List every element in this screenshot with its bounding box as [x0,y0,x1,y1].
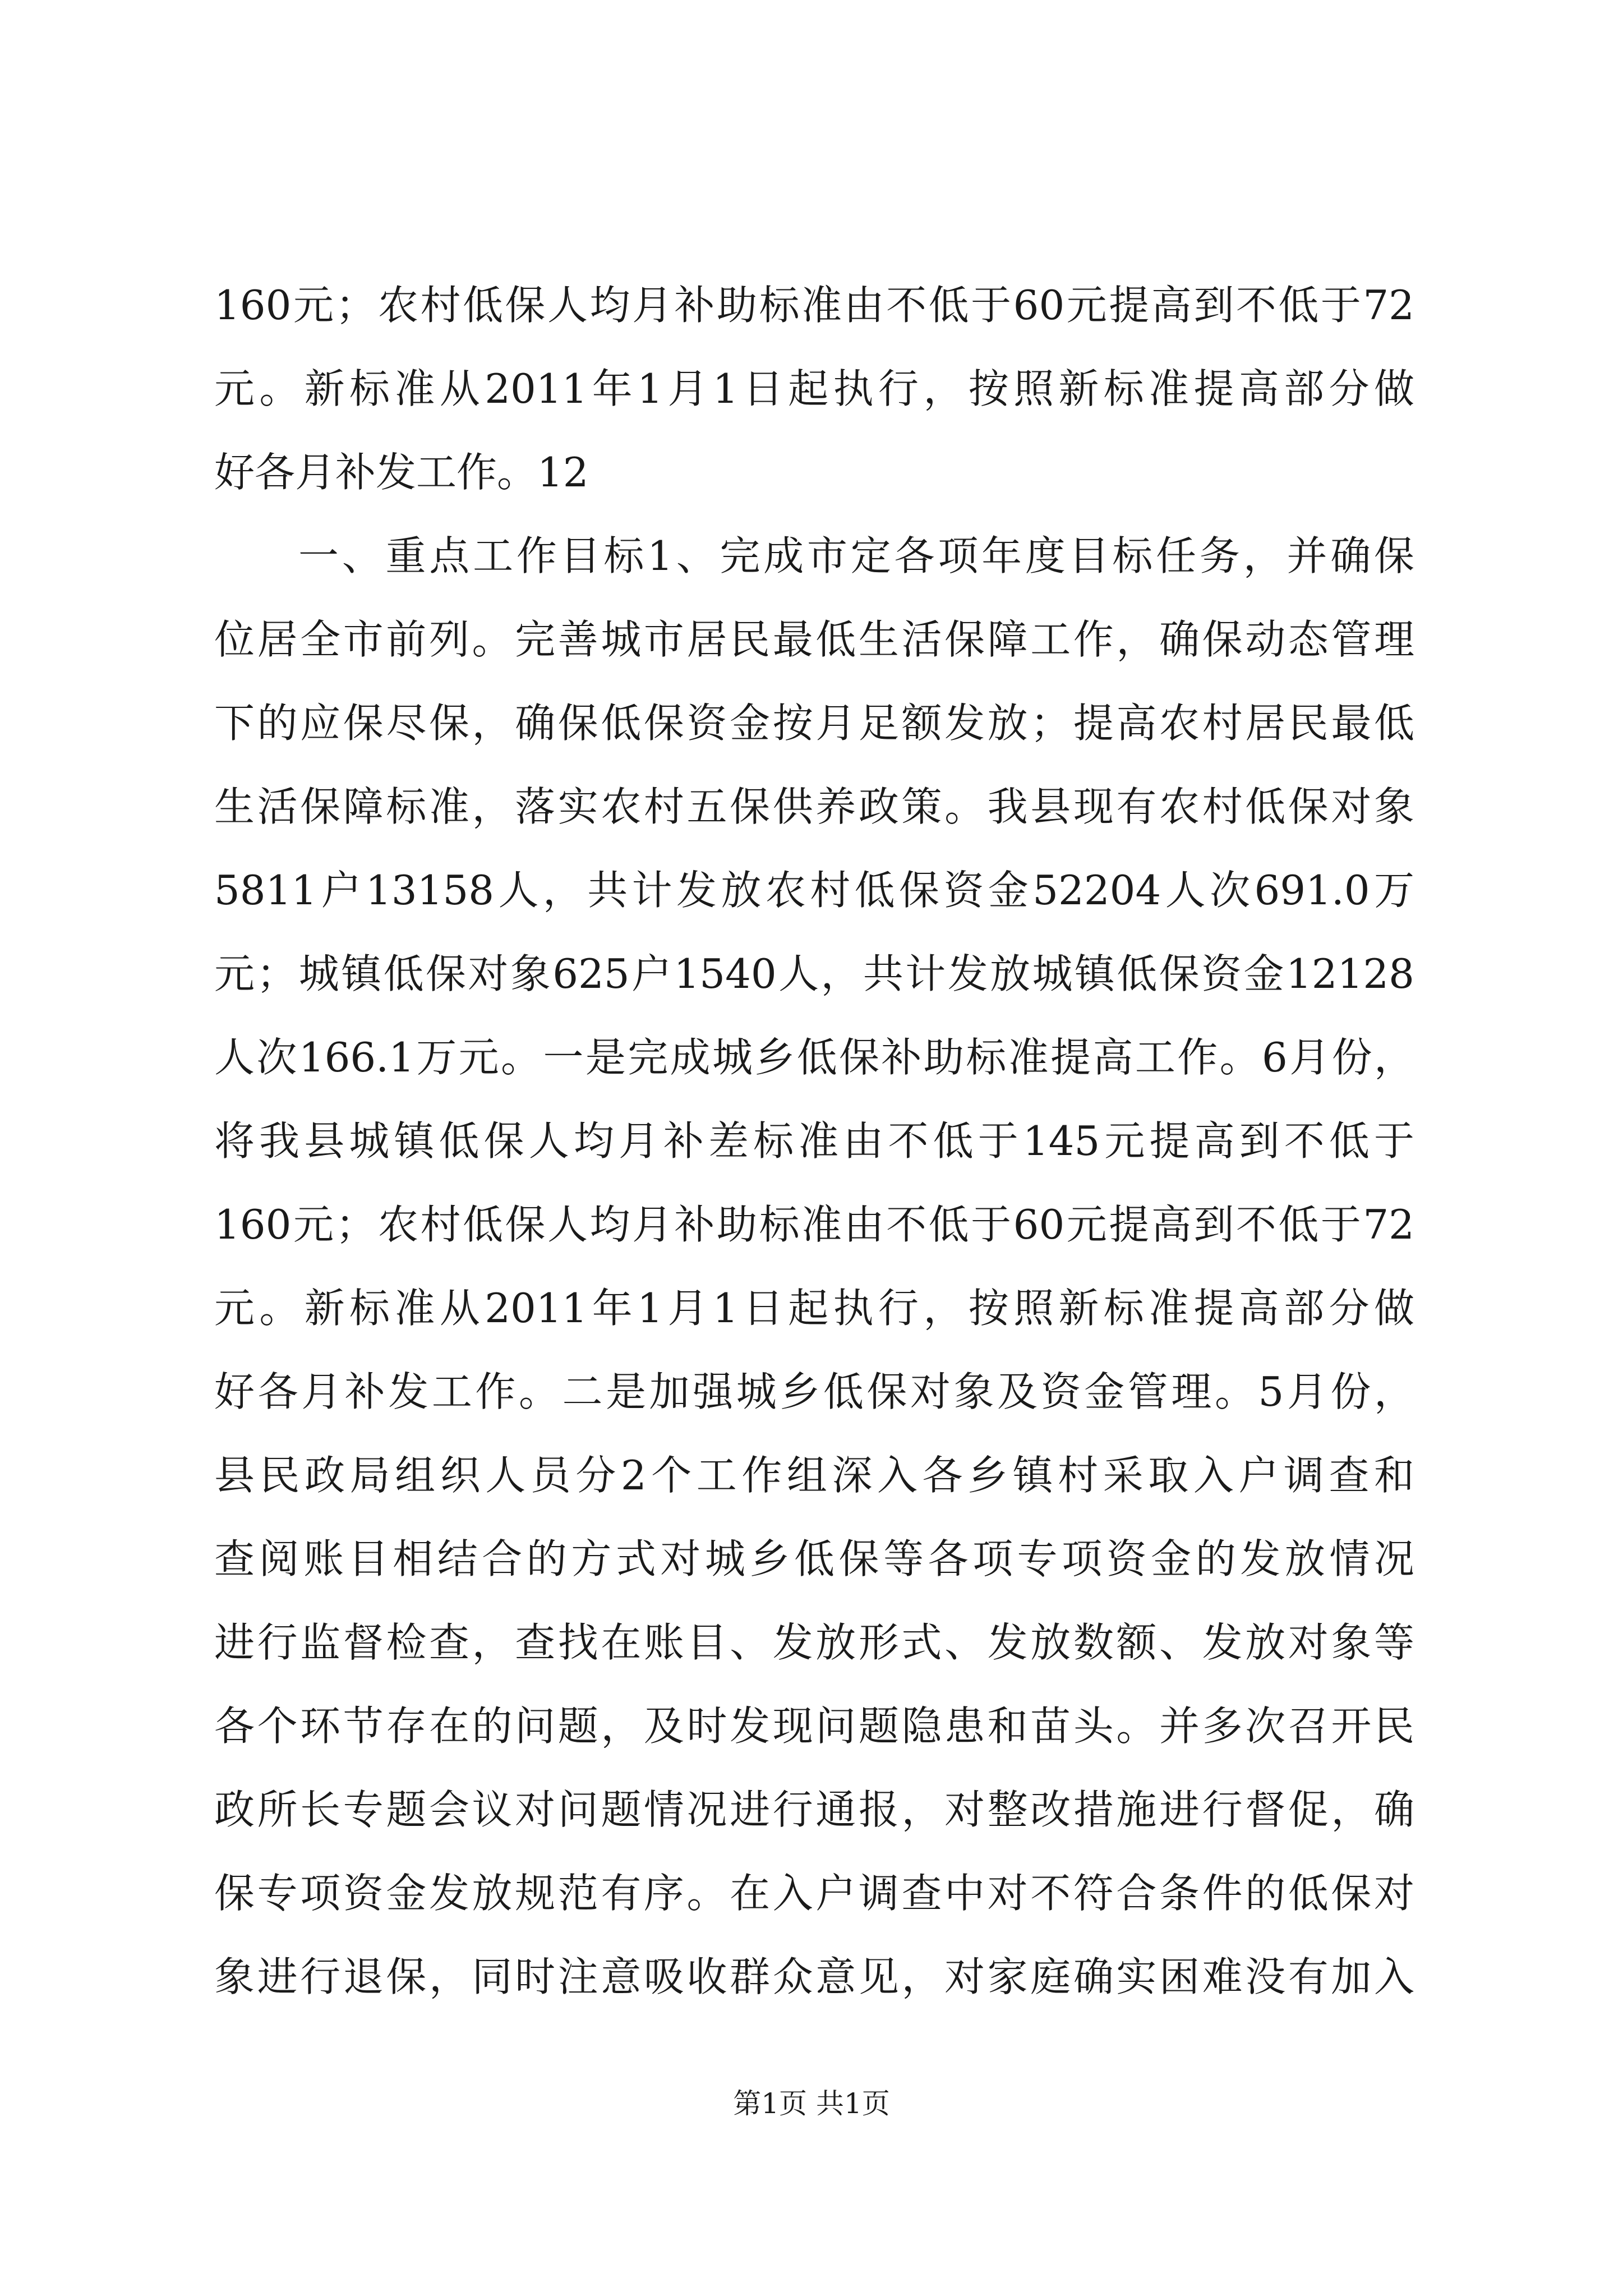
document-body [214,264,1414,2019]
text-line: 元。新标准从2011年1月1日起执行，按照新标准提高部分做 [214,365,1414,412]
text-line: 下的应保尽保，确保低保资金按月足额发放；提高农村居民最低 [214,700,1414,747]
text-line: 县民政局组织人员分2个工作组深入各乡镇村采取入户调查和 [214,1452,1414,1499]
text-line: 5811户13158人，共计发放农村低保资金52204人次691.0万 [214,867,1414,914]
text-line: 元；城镇低保对象625户1540人，共计发放城镇低保资金12128 [214,950,1414,997]
text-line: 查阅账目相结合的方式对城乡低保等各项专项资金的发放情况 [214,1535,1414,1582]
page-number-footer: 第1页 共1页 [733,2087,890,2120]
text-line: 元。新标准从2011年1月1日起执行，按照新标准提高部分做 [214,1285,1414,1332]
text-line: 进行监督检查，查找在账目、发放形式、发放数额、发放对象等 [214,1619,1414,1666]
text-line: 好各月补发工作。二是加强城乡低保对象及资金管理。5月份， [214,1368,1414,1415]
text-line: 160元；农村低保人均月补助标准由不低于60元提高到不低于72 [214,282,1414,329]
text-line: 160元；农村低保人均月补助标准由不低于60元提高到不低于72 [214,1201,1414,1248]
text-line: 将我县城镇低保人均月补差标准由不低于145元提高到不低于 [214,1117,1414,1165]
text-line: 一、重点工作目标1、完成市定各项年度目标任务，并确保 [298,532,1414,579]
text-line: 保专项资金发放规范有序。在入户调查中对不符合条件的低保对 [214,1870,1414,1917]
text-line: 人次166.1万元。一是完成城乡低保补助标准提高工作。6月份， [214,1034,1414,1081]
text-line: 生活保障标准，落实农村五保供养政策。我县现有农村低保对象 [214,783,1414,830]
text-line: 象进行退保，同时注意吸收群众意见，对家庭确实困难没有加入 [214,1953,1414,2000]
text-line: 好各月补发工作。12 [214,449,589,496]
text-line: 位居全市前列。完善城市居民最低生活保障工作，确保动态管理 [214,616,1414,663]
text-line: 各个环节存在的问题，及时发现问题隐患和苗头。并多次召开民 [214,1703,1414,1750]
text-line: 政所长专题会议对问题情况进行通报，对整改措施进行督促，确 [214,1786,1414,1833]
